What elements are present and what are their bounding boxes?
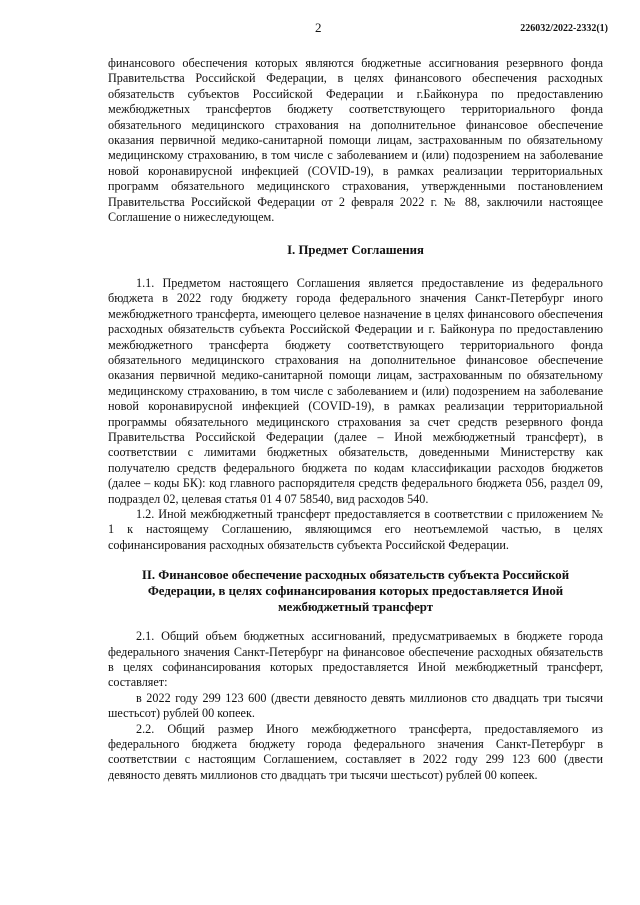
- document-id: 226032/2022-2332(1): [520, 23, 608, 34]
- document-body: [108, 56, 603, 783]
- intro-paragraph: финансового обеспечения которых являются бюджетные ассигнования резервного фонда Правительства Российской Федерации, в целях финансового обеспечения расходных обязательств субъектов Российской Федерации и г.Байконура по предоставлению межбюджетных трансфертов бюджету соответствующего территориального фонда обязательного медицинского страхования на дополнительное финансовое обеспечение оказания первичной медико-санитарной помощи лицам, застрахованным по обязательному медицинскому страхованию, в том числе с заболеванием и (или) подозрением на заболевание новой коронавирусной инфекцией (COVID-19), в рамках реализации территориальных программ обязательного медицинского страхования, утвержденными постановлением Правительства Российской Федерации от 2 февраля 2022 г. № 88, заключили настоящее Соглашение о нижеследующем.: [108, 56, 603, 225]
- paragraph-2-1: 2.1. Общий объем бюджетных ассигнований, предусматриваемых в бюджете города федерального значения Санкт-Петербург на финансовое обеспечение расходных обязательств в целях софинансирования которых предоставляется Иной межбюджетный трансферт, составляет:: [108, 629, 603, 690]
- paragraph-2-1-amount: в 2022 году 299 123 600 (двести девяносто девять миллионов сто двадцать три тысячи шестьсот) рублей 00 копеек.: [108, 690, 603, 721]
- page-number: 2: [315, 20, 322, 35]
- section-2-heading: II. Финансовое обеспечение расходных обязательств субъекта Российской Федерации, в целях софинансирования которых предоставляется Иной межбюджетный трансферт: [141, 568, 570, 615]
- paragraph-2-2: 2.2. Общий размер Иного межбюджетного трансферта, предоставляемого из федерального бюджета бюджету города федерального значения Санкт-Петербург в соответствии с настоящим Соглашением, составляет в 2022 году 299 123 600 (двести девяносто девять миллионов сто двадцать три тысячи шестьсот) рублей 00 копеек.: [108, 721, 603, 782]
- paragraph-1-2: 1.2. Иной межбюджетный трансферт предоставляется в соответствии с приложением № 1 к настоящему Соглашению, являющимся его неотъемлемой частью, в целях софинансирования расходных обязательств субъекта Российской Федерации.: [108, 506, 603, 552]
- paragraph-1-1: 1.1. Предметом настоящего Соглашения является предоставление из федерального бюджета в 2022 году бюджету города федерального значения Санкт-Петербург иного межбюджетного трансферта, имеющего целевое назначение в целях финансового обеспечения расходных обязательств субъекта Российской Федерации и г. Байконура по предоставлению межбюджетного трансферта бюджету соответствующего территориального фонда обязательного медицинского страхования на дополнительное финансовое обеспечение оказания первичной медико-санитарной помощи лицам, застрахованным по обязательному медицинскому страхованию, в том числе с заболеванием и (или) подозрением на заболевание новой коронавирусной инфекцией (COVID-19), в рамках реализации территориальной программы обязательного медицинского страхования за счет средств резервного фонда Правительства Российской Федерации (далее – Иной межбюджетный трансферт), в соответствии с лимитами бюджетных обязательств, доведенными Министерству как получателю средств федерального бюджета по кодам классификации расходов бюджетов (далее – коды БК): код главного распорядителя средств федерального бюджета 056, раздел 09, подраздел 02, целевая статья 01 4 07 58540, вид расходов 540.: [108, 275, 603, 506]
- section-1-heading: I. Предмет Соглашения: [287, 243, 424, 258]
